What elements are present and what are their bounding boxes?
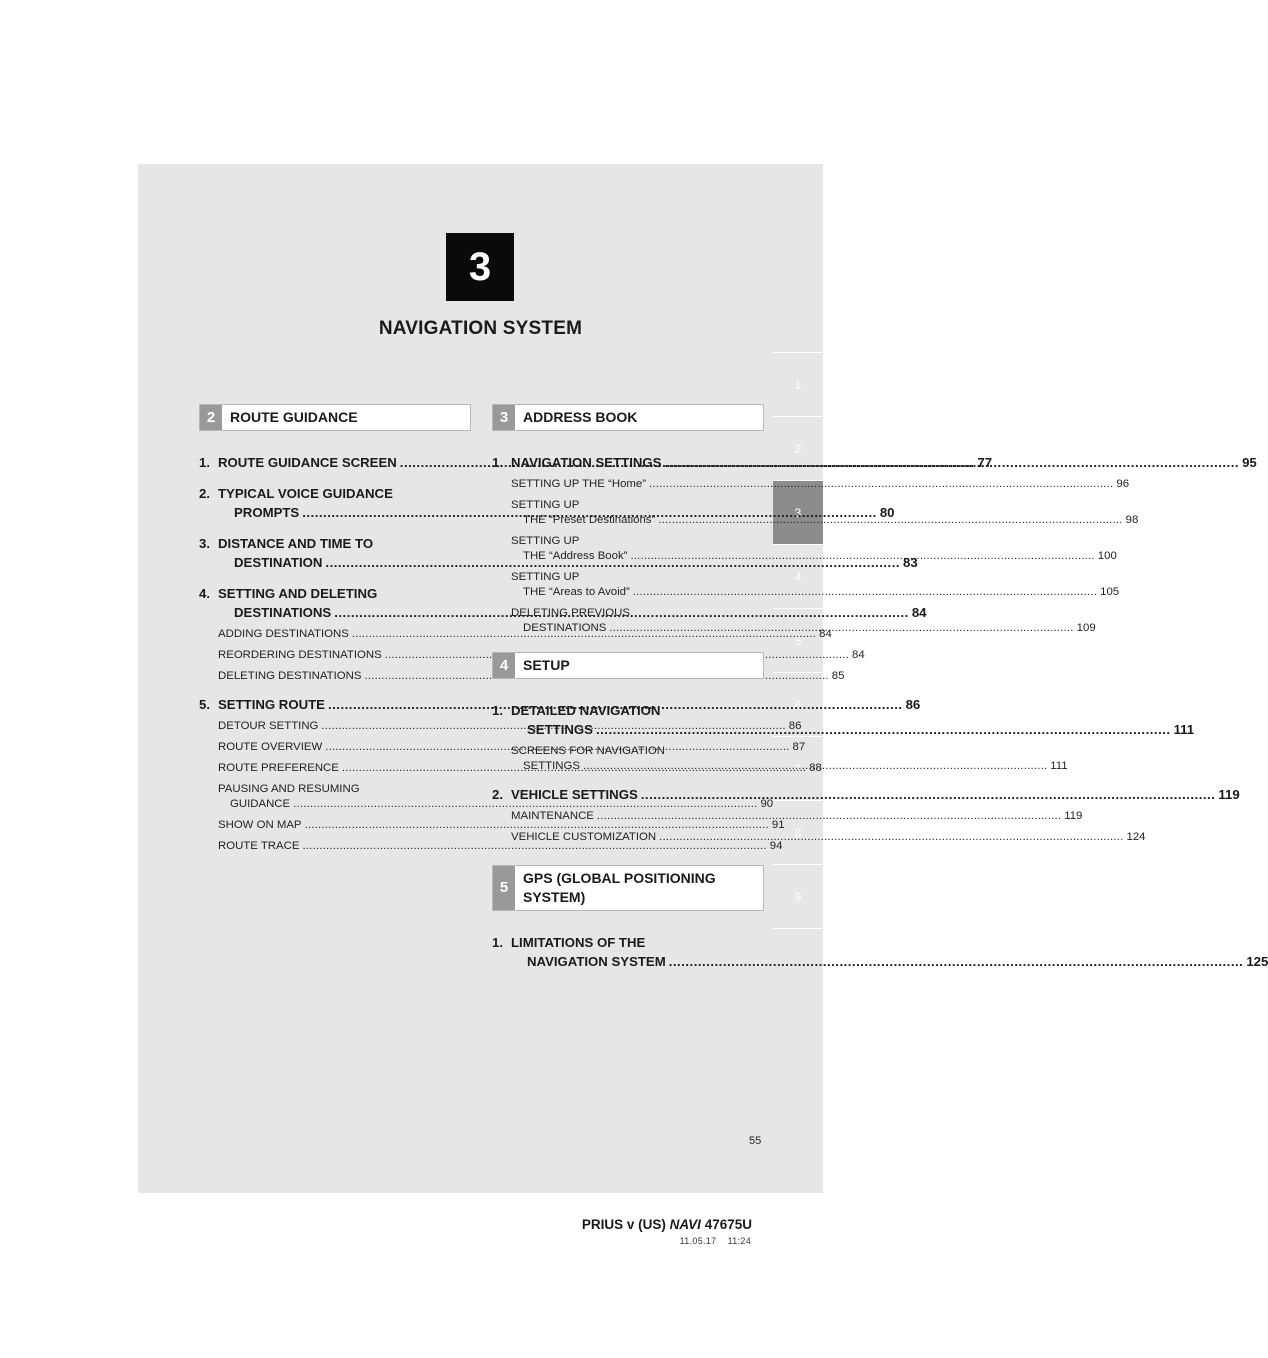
entry-body — [511, 453, 1257, 472]
toc-sub-entry[interactable] — [218, 669, 845, 684]
sub-entry-text: REORDERING DESTINATIONS — [218, 648, 382, 661]
entry-page: 80 — [879, 504, 895, 520]
sub-entry-text: GUIDANCE — [230, 797, 291, 810]
section-header — [492, 652, 764, 679]
sub-entry-page: 100 — [1097, 549, 1117, 562]
entry-number: 5. — [199, 696, 210, 712]
section-title: SETUP — [523, 656, 570, 673]
entry-title-line1: TYPICAL VOICE GUIDANCE — [218, 485, 393, 501]
chapter-tab-5[interactable]: 5 — [773, 608, 823, 672]
sub-entry-page: 88 — [809, 761, 822, 774]
entry-page: 84 — [911, 604, 927, 620]
entry-text: NAVIGATION SYSTEM — [527, 953, 666, 969]
chapter-tab-6[interactable]: 6 — [773, 672, 823, 736]
document-id — [582, 1217, 752, 1232]
sub-entry-page: 90 — [760, 797, 774, 810]
sub-entry-page: 96 — [1116, 477, 1130, 490]
date-value: 11.05.17 — [679, 1236, 717, 1246]
sub-entry-page: 124 — [1126, 830, 1146, 843]
sub-entry-text: SETTINGS — [523, 759, 580, 772]
sub-entry-line — [218, 839, 783, 854]
document-code: 47675U — [704, 1217, 752, 1232]
toc-sub-entry[interactable] — [511, 570, 1120, 600]
entry-number: 3. — [199, 535, 210, 551]
dot-leader — [597, 809, 1061, 824]
sub-entry-line — [218, 669, 845, 684]
dot-leader — [658, 513, 1122, 528]
entry-text: VEHICLE SETTINGS — [511, 786, 638, 802]
sub-entry-line — [218, 797, 774, 812]
page-number: 55 — [749, 1135, 762, 1147]
sub-entry-line1: SCREENS FOR NAVIGATION — [511, 744, 666, 757]
sub-entry-line1: SETTING UP — [511, 534, 580, 547]
entry-number: 1. — [492, 454, 503, 470]
dot-leader — [633, 585, 1097, 600]
section-number: 3 — [493, 405, 515, 430]
entry-line — [511, 785, 1240, 804]
entry-title-line1: SETTING AND DELETING — [218, 585, 378, 601]
sub-entry-text: DESTINATIONS — [523, 621, 607, 634]
chapter-tab-1[interactable]: 1 — [773, 352, 823, 416]
entry-title-line1: DETAILED NAVIGATION — [511, 702, 661, 718]
toc-section — [492, 865, 1268, 971]
entry-title-line1: DISTANCE AND TIME TO — [218, 535, 374, 551]
entry-number: 2. — [199, 485, 210, 501]
sub-entry-page: 86 — [788, 719, 802, 732]
dot-leader — [609, 621, 1073, 636]
toc-sub-entry[interactable] — [218, 839, 783, 854]
sub-entry-page: 119 — [1064, 809, 1083, 822]
sub-entry-text: SHOW ON MAP — [218, 818, 302, 831]
sub-entry-text: THE “Address Book” — [523, 549, 628, 562]
entry-number: 1. — [492, 934, 503, 950]
entry-page: 77 — [977, 454, 993, 470]
toc-sub-entry[interactable] — [511, 830, 1146, 845]
sub-entry-text: MAINTENANCE — [511, 809, 594, 822]
sub-entry-text: ADDING DESTINATIONS — [218, 627, 349, 640]
dot-leader — [583, 759, 1047, 774]
section-header — [492, 404, 764, 431]
chapter-tab-7[interactable]: 7 — [773, 736, 823, 800]
sub-entry-line — [218, 627, 832, 642]
entry-page: 95 — [1242, 454, 1257, 470]
section-number: 5 — [493, 866, 515, 910]
entry-page: 125 — [1246, 953, 1268, 969]
toc-sub-entry[interactable] — [218, 627, 832, 642]
entry-text: DESTINATIONS — [234, 604, 332, 620]
sub-entry-page: 85 — [831, 669, 845, 682]
sub-entry-line — [511, 513, 1139, 528]
entry-text: NAVIGATION SETTINGS — [511, 454, 662, 470]
sub-entry-line — [511, 830, 1146, 845]
sub-entry-line1: SETTING UP — [511, 498, 580, 511]
sub-entry-line — [511, 585, 1120, 600]
sub-entry-text: ROUTE PREFERENCE — [218, 761, 339, 774]
sub-entry-page: 84 — [819, 627, 832, 640]
section-title: ROUTE GUIDANCE — [230, 409, 358, 425]
toc-sub-entry[interactable] — [511, 477, 1130, 492]
sub-entry-page: 84 — [852, 648, 865, 661]
sub-entry-text: THE “Preset Destinations” — [523, 513, 656, 526]
entry-title-line1: LIMITATIONS OF THE — [511, 934, 646, 950]
sub-entry-page: 87 — [792, 740, 806, 753]
chapter-title: NAVIGATION SYSTEM — [378, 318, 583, 339]
sub-entry-line — [511, 477, 1130, 492]
dot-leader — [630, 549, 1094, 564]
toc-sub-entry[interactable] — [218, 818, 785, 833]
chapter-tab-2[interactable]: 2 — [773, 416, 823, 480]
entry-body — [511, 933, 1268, 971]
entry-page: 119 — [1218, 786, 1240, 802]
toc-entry[interactable] — [492, 933, 1268, 971]
entry-line — [511, 720, 1194, 739]
sub-entry-text: SETTING UP THE “Home” — [511, 477, 647, 490]
sub-entry-text: DETOUR SETTING — [218, 719, 319, 732]
entry-page: 86 — [905, 696, 921, 712]
entry-number: 1. — [492, 702, 503, 718]
print-date — [680, 1236, 751, 1246]
dot-leader — [649, 477, 1113, 492]
sub-entry-line — [218, 818, 785, 833]
chapter-tab-4[interactable]: 4 — [773, 544, 823, 608]
sub-entry-page: 98 — [1125, 513, 1139, 526]
dot-leader — [659, 830, 1123, 845]
sub-entry-text: VEHICLE CUSTOMIZATION — [511, 830, 657, 843]
section-header — [199, 404, 471, 431]
section-header — [492, 865, 764, 911]
dot-leader — [596, 720, 1171, 739]
sub-entry-line1: PAUSING AND RESUMING — [218, 782, 360, 795]
sub-entry-line — [511, 809, 1083, 824]
entry-text: SETTINGS — [527, 721, 593, 737]
model-name: PRIUS v (US) — [581, 1217, 666, 1232]
entry-number: 4. — [199, 585, 210, 601]
dot-leader — [664, 453, 1239, 472]
entry-body — [511, 701, 1194, 739]
entry-body — [511, 785, 1240, 804]
dot-leader — [669, 952, 1244, 971]
sub-entry-page: 109 — [1076, 621, 1096, 634]
sub-entry-text: DELETING DESTINATIONS — [218, 669, 362, 682]
sub-entry-page: 105 — [1100, 585, 1120, 598]
entry-text: ROUTE GUIDANCE SCREEN — [218, 454, 397, 470]
entry-text: DESTINATION — [234, 554, 323, 570]
dot-leader — [641, 785, 1216, 804]
chapter-number-badge: 3 — [446, 233, 514, 301]
sub-entry-text: THE “Areas to Avoid” — [523, 585, 630, 598]
entry-page: 83 — [903, 554, 918, 570]
toc-sub-entry[interactable] — [218, 648, 865, 663]
section-title: GPS (GLOBAL POSITIONING SYSTEM) — [523, 869, 716, 905]
entry-text: PROMPTS — [234, 504, 300, 520]
sub-entry-page: 111 — [1050, 759, 1068, 772]
entry-line — [511, 453, 1257, 472]
chapter-tab-3[interactable]: 3 — [773, 480, 823, 544]
section-number: 2 — [200, 405, 222, 430]
chapter-tab-9[interactable]: 9 — [773, 864, 823, 928]
section-number: 4 — [493, 653, 515, 678]
sub-entry-page: 94 — [769, 839, 783, 852]
sub-entry-page: 91 — [771, 818, 785, 831]
time-value: 11:24 — [727, 1236, 751, 1246]
entry-text: SETTING ROUTE — [218, 696, 325, 712]
section-title: ADDRESS BOOK — [523, 409, 638, 425]
sub-entry-text: ROUTE TRACE — [218, 839, 300, 852]
entry-number: 1. — [199, 454, 210, 470]
sub-entry-text: ROUTE OVERVIEW — [218, 740, 323, 753]
chapter-tab-8[interactable]: 8 — [773, 800, 823, 864]
toc-sub-entry[interactable] — [511, 809, 1083, 824]
sub-entry-line1: DELETING PREVIOUS — [511, 606, 630, 619]
sub-entry-line1: SETTING UP — [511, 570, 580, 583]
sub-entry-line — [218, 648, 865, 663]
entry-number: 2. — [492, 786, 503, 802]
entry-page: 111 — [1173, 721, 1195, 737]
entry-line — [511, 952, 1268, 971]
system-name: NAVI — [669, 1217, 701, 1232]
